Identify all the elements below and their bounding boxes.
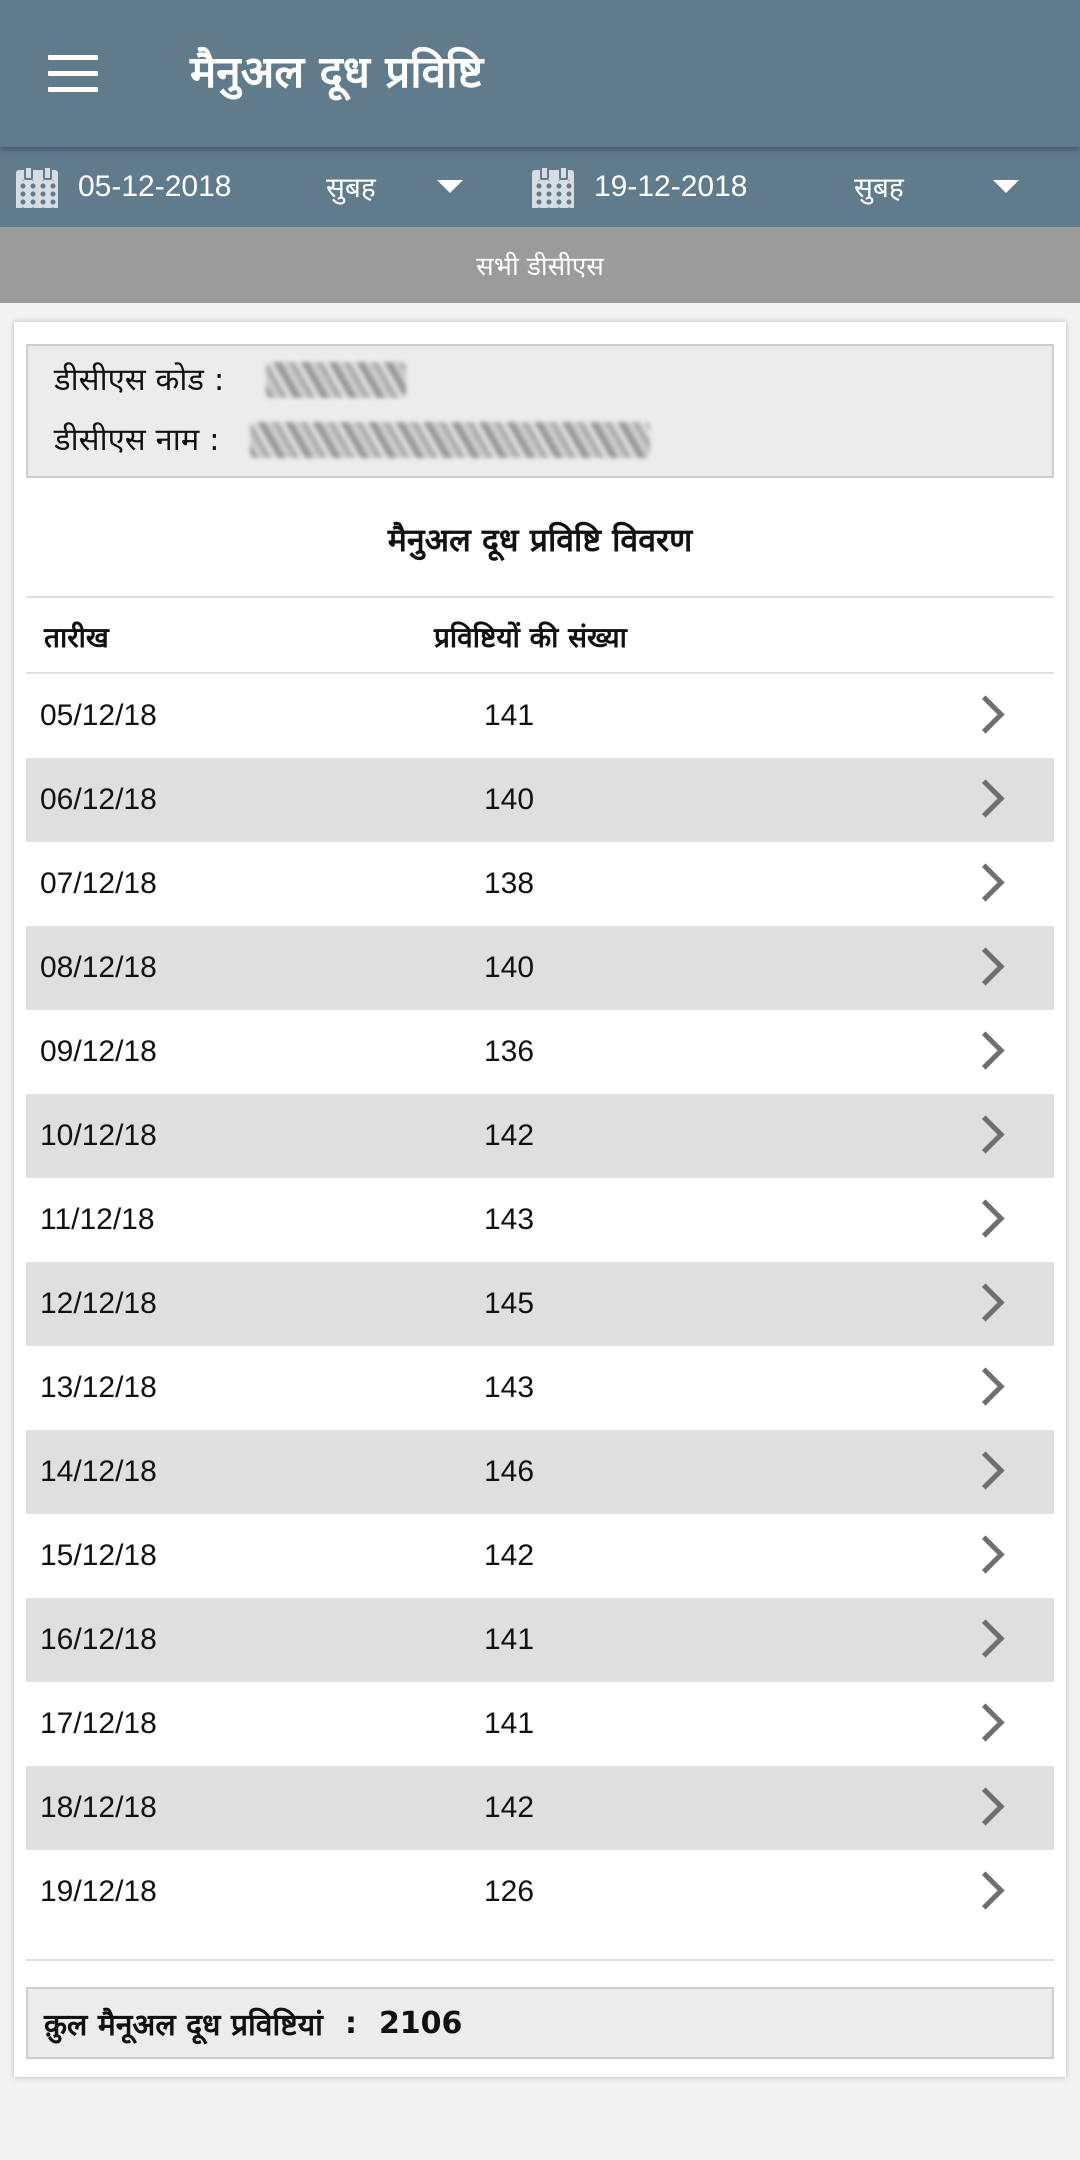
table-row[interactable] bbox=[26, 842, 1054, 926]
dcs-name-redacted bbox=[250, 422, 650, 458]
table-row[interactable] bbox=[26, 1094, 1054, 1178]
row-count: 140 bbox=[484, 783, 535, 816]
to-date-picker[interactable] bbox=[532, 147, 747, 227]
chevron-right-icon[interactable] bbox=[966, 863, 1004, 901]
table-row[interactable] bbox=[26, 1766, 1054, 1850]
row-date: 15/12/18 bbox=[40, 1539, 157, 1572]
row-count: 136 bbox=[484, 1035, 535, 1068]
entries-list bbox=[26, 674, 1054, 1934]
calendar-icon bbox=[532, 166, 574, 208]
from-shift-select[interactable] bbox=[326, 147, 376, 227]
total-summary bbox=[26, 1987, 1054, 2059]
chevron-right-icon[interactable] bbox=[966, 1451, 1004, 1489]
chevron-right-icon[interactable] bbox=[966, 779, 1004, 817]
divider bbox=[26, 1959, 1054, 1961]
table-row[interactable] bbox=[26, 1010, 1054, 1094]
app-bar bbox=[0, 0, 1080, 147]
from-date-picker[interactable] bbox=[16, 147, 231, 227]
total-separator: : bbox=[344, 2005, 357, 2041]
details-card bbox=[14, 322, 1066, 2077]
row-date: 08/12/18 bbox=[40, 951, 157, 984]
column-header-date: तारीख bbox=[44, 621, 109, 654]
row-count: 141 bbox=[484, 1707, 535, 1740]
row-date: 16/12/18 bbox=[40, 1623, 157, 1656]
to-shift-select[interactable] bbox=[854, 147, 904, 227]
divider bbox=[26, 596, 1054, 598]
table-row[interactable] bbox=[26, 674, 1054, 758]
chevron-right-icon[interactable] bbox=[966, 1871, 1004, 1909]
table-row[interactable] bbox=[26, 1850, 1054, 1934]
caret-down-icon[interactable] bbox=[993, 180, 1019, 193]
dcs-name-label: डीसीएस नाम : bbox=[54, 422, 220, 458]
hamburger-menu-icon[interactable] bbox=[28, 38, 118, 108]
row-date: 10/12/18 bbox=[40, 1119, 157, 1152]
table-row[interactable] bbox=[26, 1178, 1054, 1262]
row-count: 143 bbox=[484, 1371, 535, 1404]
to-date-value: 19-12-2018 bbox=[594, 170, 748, 203]
caret-down-icon[interactable] bbox=[437, 180, 463, 193]
row-date: 07/12/18 bbox=[40, 867, 157, 900]
row-count: 142 bbox=[484, 1119, 535, 1152]
date-filter-bar bbox=[0, 147, 1080, 227]
dcs-selector-label: सभी डीसीएस bbox=[476, 252, 604, 282]
page-title: मैनुअल दूध प्रविष्टि bbox=[190, 47, 484, 98]
calendar-icon bbox=[16, 166, 58, 208]
table-row[interactable] bbox=[26, 1346, 1054, 1430]
row-date: 06/12/18 bbox=[40, 783, 157, 816]
row-date: 05/12/18 bbox=[40, 699, 157, 732]
row-count: 141 bbox=[484, 1623, 535, 1656]
table-row[interactable] bbox=[26, 1682, 1054, 1766]
row-count: 140 bbox=[484, 951, 535, 984]
dcs-code-redacted bbox=[266, 362, 406, 398]
table-row[interactable] bbox=[26, 758, 1054, 842]
chevron-right-icon[interactable] bbox=[966, 1535, 1004, 1573]
column-header-count: प्रविष्टियों की संख्या bbox=[434, 621, 627, 654]
row-date: 09/12/18 bbox=[40, 1035, 157, 1068]
total-label: क़ुल मैनूअल दूध प्रविष्टियां bbox=[44, 2007, 323, 2043]
row-count: 142 bbox=[484, 1539, 535, 1572]
row-count: 138 bbox=[484, 867, 535, 900]
chevron-right-icon[interactable] bbox=[966, 1031, 1004, 1069]
table-row[interactable] bbox=[26, 1514, 1054, 1598]
table-row[interactable] bbox=[26, 1598, 1054, 1682]
chevron-right-icon[interactable] bbox=[966, 1283, 1004, 1321]
table-row[interactable] bbox=[26, 926, 1054, 1010]
row-date: 13/12/18 bbox=[40, 1371, 157, 1404]
dcs-selector-button[interactable] bbox=[0, 227, 1080, 303]
table-row[interactable] bbox=[26, 1262, 1054, 1346]
chevron-right-icon[interactable] bbox=[966, 695, 1004, 733]
dcs-code-label: डीसीएस कोड : bbox=[54, 362, 225, 398]
row-date: 17/12/18 bbox=[40, 1707, 157, 1740]
row-count: 143 bbox=[484, 1203, 535, 1236]
chevron-right-icon[interactable] bbox=[966, 1787, 1004, 1825]
to-shift-value: सुबह bbox=[854, 171, 904, 204]
chevron-right-icon[interactable] bbox=[966, 1619, 1004, 1657]
row-date: 14/12/18 bbox=[40, 1455, 157, 1488]
table-row[interactable] bbox=[26, 1430, 1054, 1514]
chevron-right-icon[interactable] bbox=[966, 1199, 1004, 1237]
row-count: 142 bbox=[484, 1791, 535, 1824]
section-title: मैनुअल दूध प्रविष्टि विवरण bbox=[387, 521, 693, 559]
chevron-right-icon[interactable] bbox=[966, 947, 1004, 985]
row-date: 18/12/18 bbox=[40, 1791, 157, 1824]
chevron-right-icon[interactable] bbox=[966, 1367, 1004, 1405]
row-count: 146 bbox=[484, 1455, 535, 1488]
dcs-info-box bbox=[26, 344, 1054, 478]
row-count: 126 bbox=[484, 1875, 535, 1908]
chevron-right-icon[interactable] bbox=[966, 1703, 1004, 1741]
chevron-right-icon[interactable] bbox=[966, 1115, 1004, 1153]
row-date: 19/12/18 bbox=[40, 1875, 157, 1908]
row-count: 145 bbox=[484, 1287, 535, 1320]
from-shift-value: सुबह bbox=[326, 171, 376, 204]
row-date: 12/12/18 bbox=[40, 1287, 157, 1320]
total-value: 2106 bbox=[378, 2005, 463, 2041]
row-date: 11/12/18 bbox=[40, 1203, 155, 1236]
from-date-value: 05-12-2018 bbox=[78, 170, 232, 203]
row-count: 141 bbox=[484, 699, 535, 732]
